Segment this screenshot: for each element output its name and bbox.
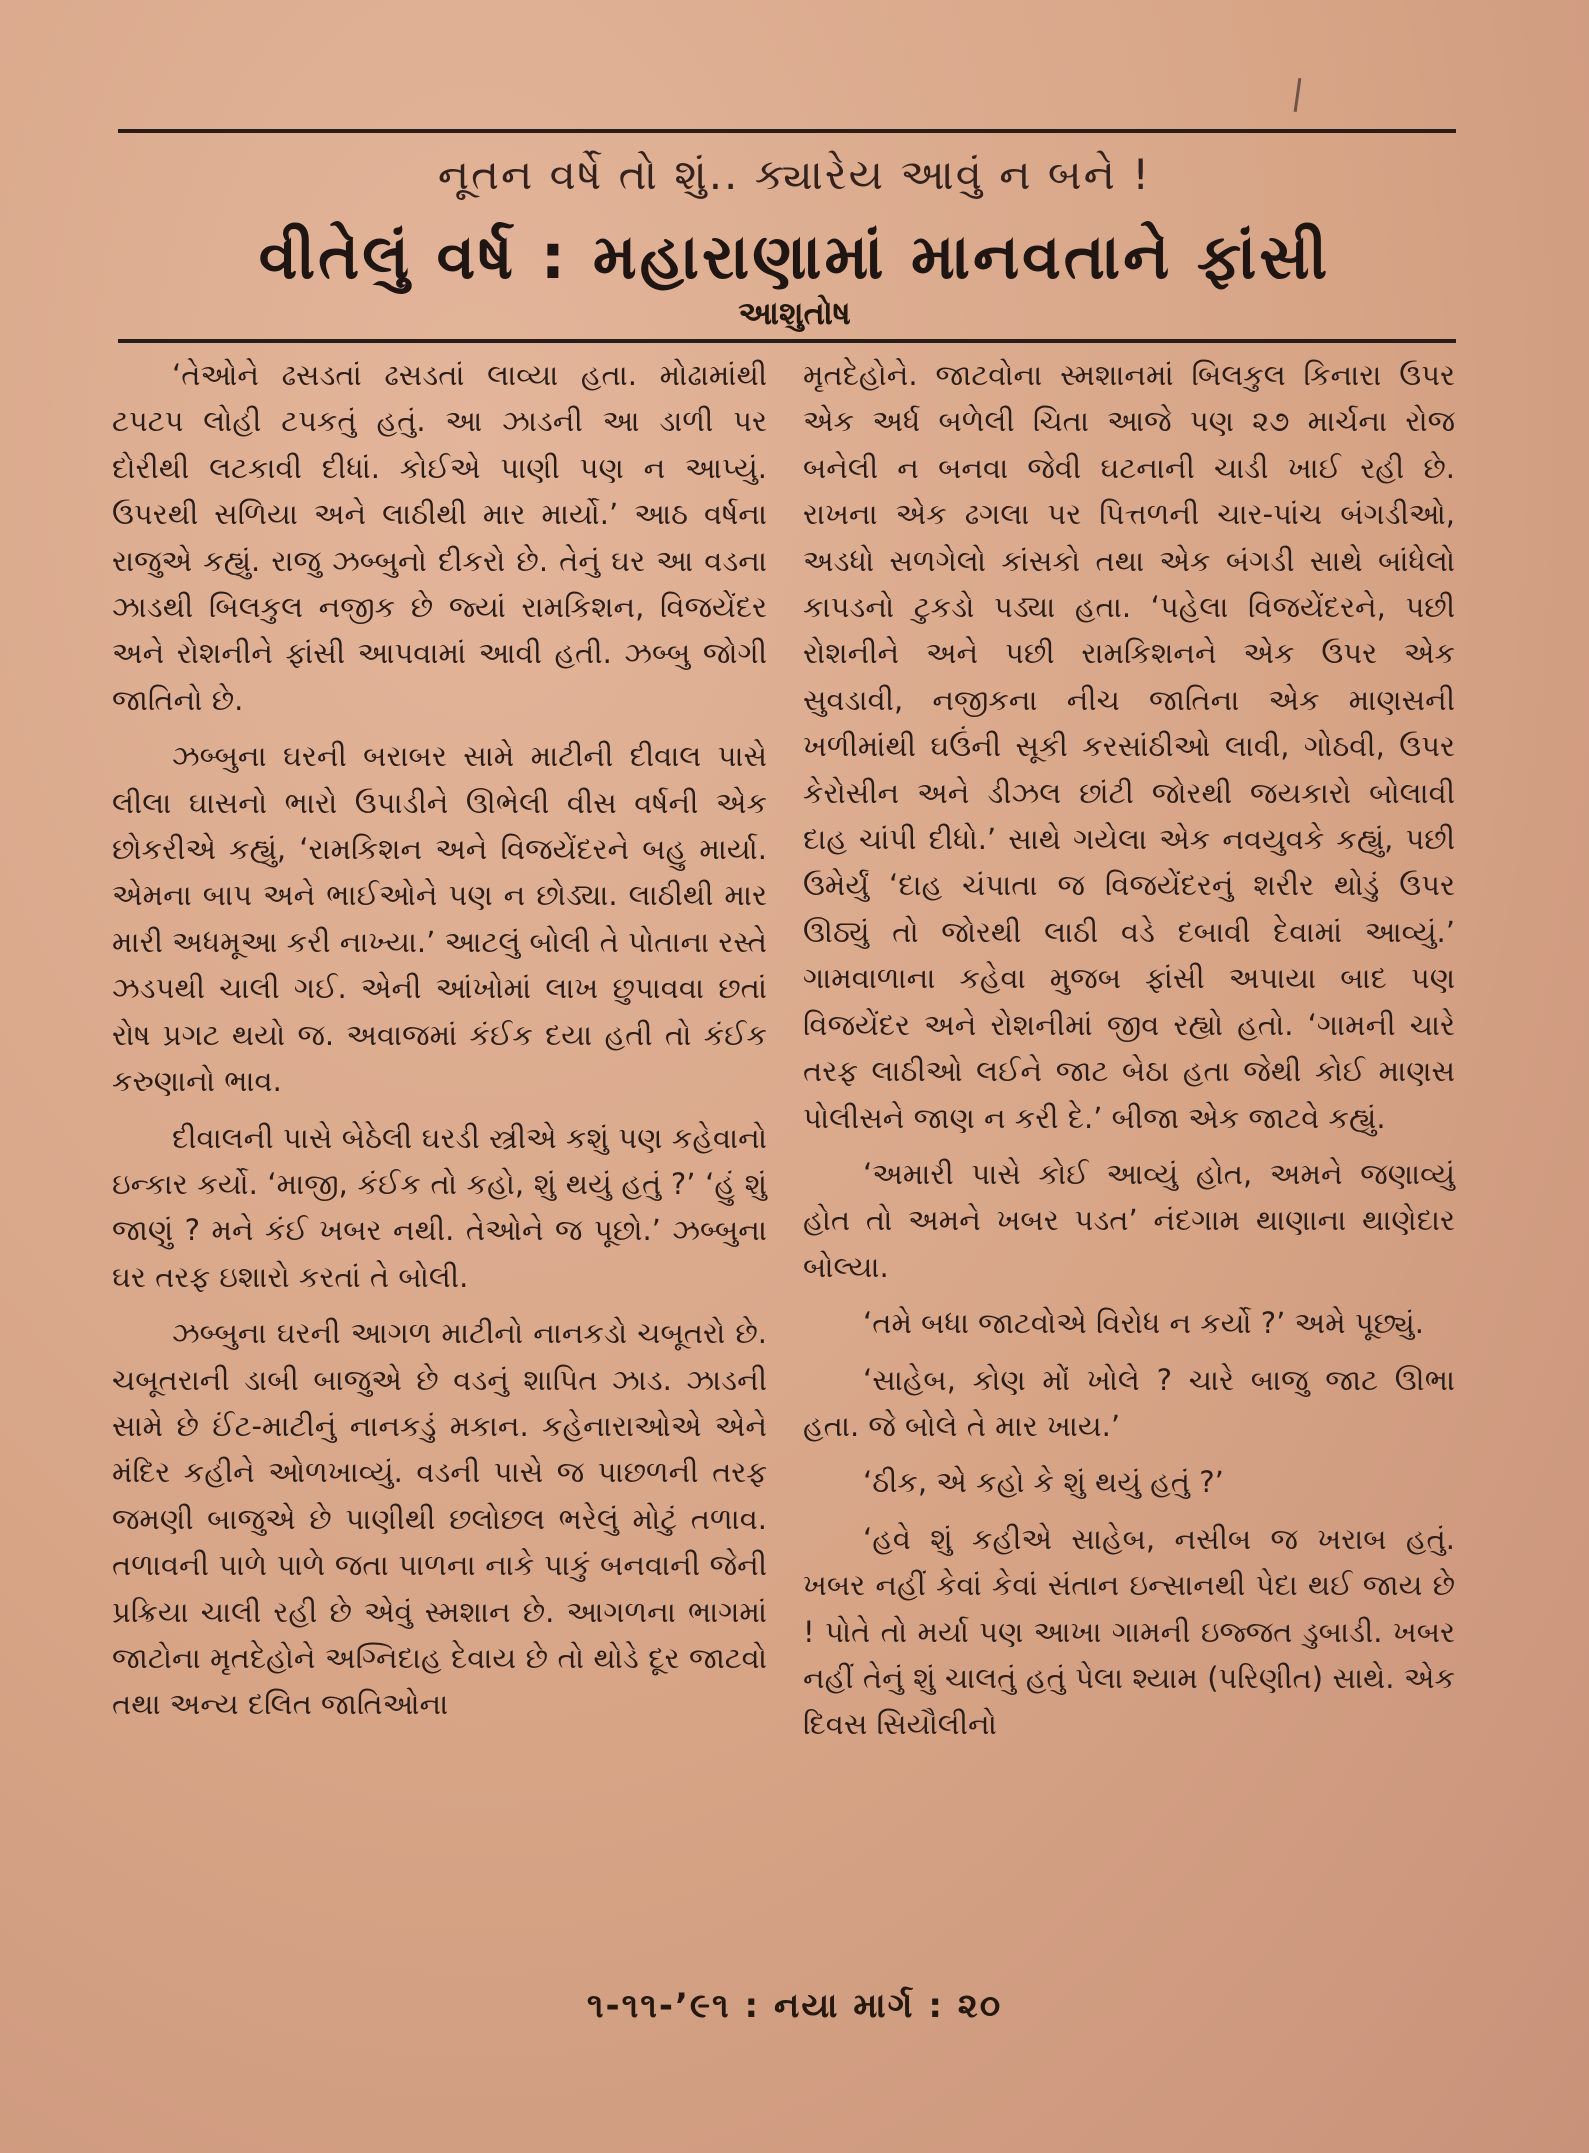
right-paragraph-4: ‘સાહેબ, કોણ મોં ખોલે ? ચારે બાજુ જાટ ઊભા હતા. જે બોલે તે માર ખાય.’ bbox=[803, 1362, 1455, 1443]
right-column bbox=[803, 352, 1455, 1758]
header-rule bbox=[118, 339, 1456, 343]
pencil-mark bbox=[1294, 78, 1302, 112]
left-paragraph-2: ઝબ્બુના ઘરની બરાબર સામે માટીની દીવાલ પાસે લીલા ઘાસનો ભારો ઉપાડીને ઊભેલી વીસ વર્ષની એક છોકરીએ કહ્યું, ‘રામકિશન અને વિજયેંદરને બહુ માર્યા. એમના બાપ અને ભાઈઓને પણ ન છોડ્યા. લાઠીથી માર મારી અધમૂઆ કરી નાખ્યા.’ આટલું બોલી તે પોતાના રસ્તે ઝડપથી ચાલી ગઈ. એની આંખોમાં લાખ છુપાવવા છતાં રોષ પ્રગટ થયો જ. અવાજમાં કંઈક દયા હતી તો કંઈક કરુણાનો ભાવ. bbox=[112, 739, 767, 1099]
left-column bbox=[112, 352, 767, 1738]
article-byline: આશુતોષ bbox=[738, 294, 851, 332]
page-footer: ૧-૧૧-’૯૧ : નયા માર્ગ : ૨૦ bbox=[586, 1986, 1003, 2026]
right-paragraph-1: મૃતદેહોને. જાટવોના સ્મશાનમાં બિલકુલ કિનારા ઉપર એક અર્ધ બળેલી ચિતા આજે પણ ૨૭ માર્ચના રોજ બનેલી ન બનવા જેવી ઘટનાની ચાડી ખાઈ રહી છે. રાખના એક ઢગલા પર પિત્તળની ચાર-પાંચ બંગડીઓ, અડધો સળગેલો કાંસકો તથા એક બંગડી સાથે બાંધેલો કાપડનો ટુકડો પડ્યા હતા. ‘પહેલા વિજયેંદરને, પછી રોશનીને અને પછી રામકિશનને એક ઉપર એક સુવડાવી, નજીકના નીચ જાતિના એક માણસની ખળીમાંથી ઘઉંની સૂકી કરસાંઠીઓ લાવી, ગોઠવી, ઉપર કેરોસીન અને ડીઝલ છાંટી જોરથી જયકારો બોલાવી દાહ ચાંપી દીધો.’ સાથે ગયેલા એક નવયુવકે કહ્યું, પછી ઉમેર્યું ‘દાહ ચંપાતા જ વિજયેંદરનું શરીર થોડું ઉપર ઊઠ્યું તો જોરથી લાઠી વડે દબાવી દેવામાં આવ્યું.’ ગામવાળાના કહેવા મુજબ ફાંસી અપાયા બાદ પણ વિજયેંદર અને રોશનીમાં જીવ રહ્યો હતો. ‘ગામની ચારે તરફ લાઠીઓ લઈને જાટ બેઠા હતા જેથી કોઈ માણસ પોલીસને જાણ ન કરી દે.’ બીજા એક જાટવે કહ્યું. bbox=[803, 358, 1455, 1135]
right-paragraph-3: ‘તમે બધા જાટવોએ વિરોધ ન કર્યો ?’ અમે પૂછ્યું. bbox=[863, 1306, 1424, 1341]
article-headline: વીતેલું વર્ષ : મહારાણામાં માનવતાને ફાંસી bbox=[258, 220, 1331, 293]
top-rule bbox=[118, 129, 1456, 133]
right-paragraph-6: ‘હવે શું કહીએ સાહેબ, નસીબ જ ખરાબ હતું. ખબર નહીં કેવાં કેવાં સંતાન ઇન્સાનથી પેદા થઈ જાય છે ! પોતે તો મર્યા પણ આખા ગામની ઇજ્જત ડુબાડી. ખબર નહીં તેનું શું ચાલતું હતું પેલા શ્યામ (પરિણીત) સાથે. એક દિવસ સિયૌલીનો bbox=[803, 1521, 1455, 1742]
left-paragraph-3: દીવાલની પાસે બેઠેલી ઘરડી સ્ત્રીએ કશું પણ કહેવાનો ઇન્કાર કર્યો. ‘માજી, કંઈક તો કહો, શું થયું હતું ?’ ‘હું શું જાણું ? મને કંઈ ખબર નથી. તેઓને જ પૂછો.’ ઝબ્બુના ઘર તરફ ઇશારો કરતાં તે બોલી. bbox=[112, 1120, 767, 1294]
article-kicker: નૂતન વર્ષે તો શું.. ક્યારેય આવું ન બને ! bbox=[437, 150, 1152, 199]
right-paragraph-2: ‘અમારી પાસે કોઈ આવ્યું હોત, અમને જણાવ્યું હોત તો અમને ખબર પડત’ નંદગામ થાણાના થાણેદાર બોલ્યા. bbox=[803, 1156, 1455, 1284]
left-paragraph-4: ઝબ્બુના ઘરની આગળ માટીનો નાનકડો ચબૂતરો છે. ચબૂતરાની ડાબી બાજુએ છે વડનું શાપિત ઝાડ. ઝાડની સામે છે ઈંટ-માટીનું નાનકડું મકાન. કહેનારાઓએ એને મંદિર કહીને ઓળખાવ્યું. વડની પાસે જ પાછળની તરફ જમણી બાજુએ છે પાણીથી છલોછલ ભરેલું મોટું તળાવ. તળાવની પાળે પાળે જતા પાળના નાકે પાકું બનવાની જેની પ્રક્રિયા ચાલી રહી છે એવું સ્મશાન છે. આગળના ભાગમાં જાટોના મૃતદેહોને અગ્નિદાહ દેવાય છે તો થોડે દૂર જાટવો તથા અન્ય દલિત જાતિઓના bbox=[112, 1316, 767, 1722]
left-paragraph-1: ‘તેઓને ઢસડતાં ઢસડતાં લાવ્યા હતા. મોઢામાંથી ટપટપ લોહી ટપકતું હતું. આ ઝાડની આ ડાળી પર દોરીથી લટકાવી દીધાં. કોઈએ પાણી પણ ન આપ્યું. ઉપરથી સળિયા અને લાઠીથી માર માર્યો.’ આઠ વર્ષના રાજુએ કહ્યું. રાજુ ઝબ્બુનો દીકરો છે. તેનું ઘર આ વડના ઝાડથી બિલકુલ નજીક છે જ્યાં રામકિશન, વિજયેંદર અને રોશનીને ફાંસી આપવામાં આવી હતી. ઝબ્બુ જોગી જાતિનો છે. bbox=[112, 358, 767, 717]
right-paragraph-5: ‘ઠીક, એ કહો કે શું થયું હતું ?’ bbox=[863, 1465, 1224, 1500]
